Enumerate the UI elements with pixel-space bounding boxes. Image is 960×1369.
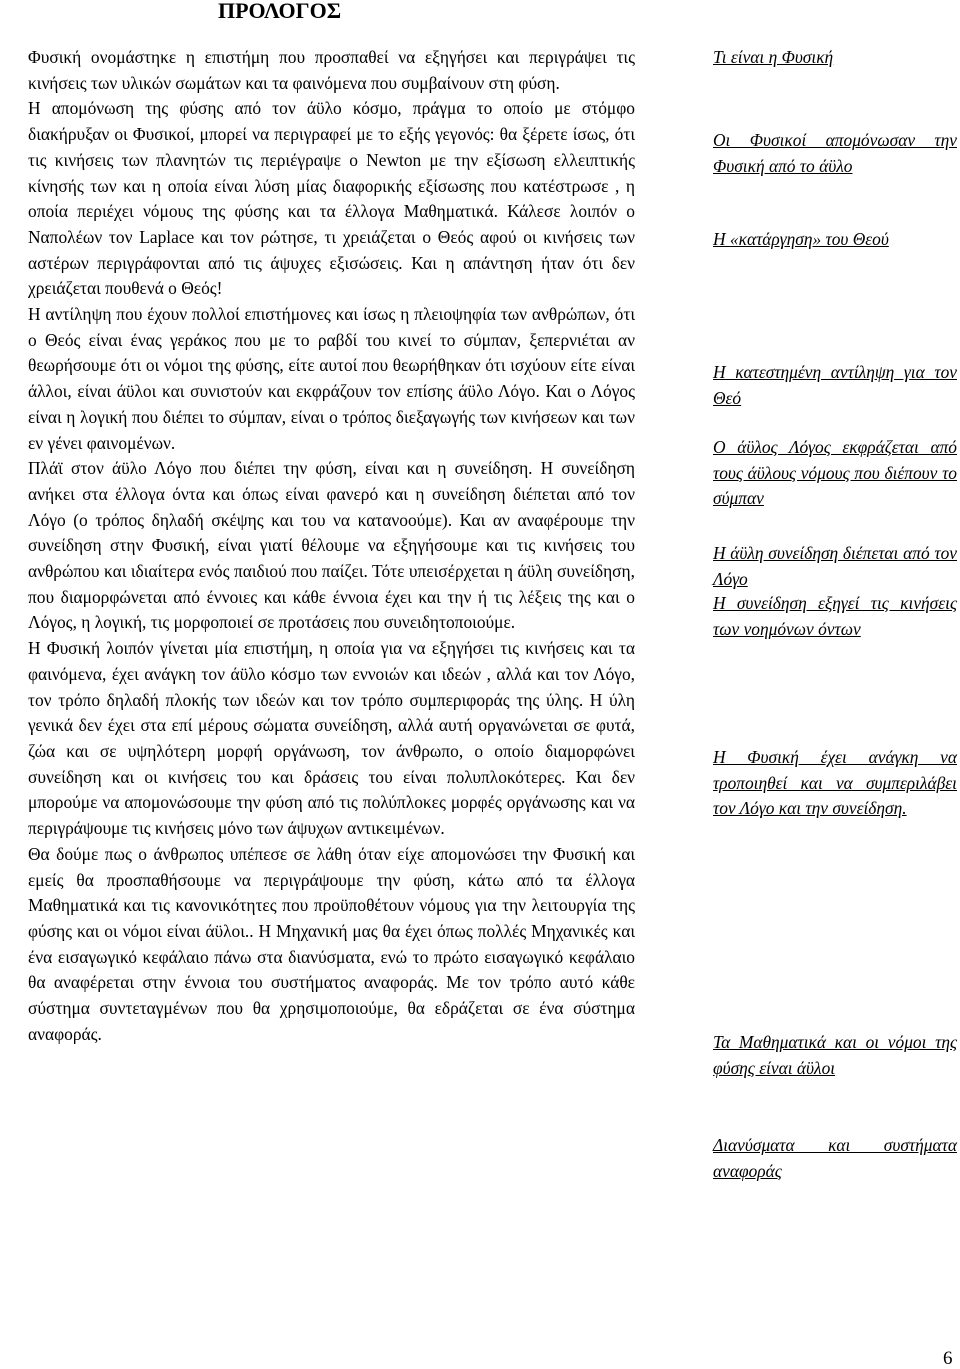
margin-note: Τα Μαθηματικά και οι νόμοι της φύσης είναι άϋλοι — [713, 1032, 957, 1078]
margin-note: Ο άϋλος Λόγος εκφράζεται από τους άϋλους νόμους που διέπουν το σύμπαν — [713, 437, 957, 509]
paragraph: Η αντίληψη που έχουν πολλοί επιστήμονες και ίσως η πλειοψηφία των ανθρώπων, ότι ο Θεός είναι ένας γεράκος που με το ραβδί του κινεί το σύμπαν, ξεπερνιέται αν θεωρήσουμε ότι οι νόμοι της φύσης, είτε αυτοί που θεωρήθηκαν ότι ισχύουν είτε είναι άλλοι, είναι άϋλοι και συνιστούν και εκφράζουν τον επίσης άϋλο Λόγο. Και ο Λόγος είναι η λογική που διέπει το σύμπαν, είναι ο τρόπος διεξαγωγής των κινήσεων και των εν γένει φαινομένων. — [28, 304, 635, 453]
page-number: 6 — [943, 1348, 953, 1369]
paragraph: Φυσική ονομάστηκε η επιστήμη που προσπαθεί να εξηγήσει και περιγράψει τις κινήσεις των υλικών σωμάτων και τα φαινόμενα που συμβαίνουν στη φύση. — [28, 47, 635, 93]
paragraph: Θα δούμε πως ο άνθρωπος υπέπεσε σε λάθη όταν είχε απομονώσει την Φυσική και εμείς θα προσπαθήσουμε να περιγράψουμε την φύση, κάτω από τα έλλογα Μαθηματικά και τις κανονικότητες που προϋποθέτουν νόμους για την λειτουργία της φύσης και οι νόμοι είναι άϋλοι.. Η Μηχανική μας θα έχει όπως πολλές Μηχανικές και ένα εισαγωγικό κεφάλαιο πάνω στα διανύσματα, ενώ το πρώτο εισαγωγικό κεφάλαιο θα αναφέρεται στην έννοια του συστήματος αναφοράς. Με τον τρόπο αυτό κάθε σύστημα συντεταγμένων που θα χρησιμοποιούμε, θα εδράζεται σε ένα σύστημα αναφοράς. — [28, 843, 635, 1044]
paragraph: Η απομόνωση της φύσης από τον άϋλο κόσμο, πράγμα το οποίο με στόμφο διακήρυξαν οι Φυσικοί, μπορεί να περιγραφεί με το εξής γεγονός: θα ξέρετε ίσως, ότι τις κινήσεις των πλανητών τις περιέγραψε ο Newton με την εξίσωση ελλειπτικής κίνησής των και η οποία είναι λύση μίας διαφορικής εξίσωσης που κατέστρωσε , η οποία περιέχει νόμους της φύσης και τα έλλογα Μαθηματικά. Κάλεσε λοιπόν ο Ναπολέων τον Laplace και τον ρώτησε, τι χρειάζεται ο Θεός αφού οι κινήσεις των αστέρων περιγράφονται από τις άψυχες εξισώσεις. Και η απάντηση ήταν ότι δεν χρειάζεται πουθενά ο Θεός! — [28, 98, 635, 299]
paragraph: Πλάϊ στον άϋλο Λόγο που διέπει την φύση, είναι και η συνείδηση. Η συνείδηση ανήκει στα έλλογα όντα και όπως είναι φανερό και η συνείδηση διέπεται από τον Λόγο (ο τρόπος δηλαδή σκέψης και του να κατανοούμε). Και αν αναφέρουμε την συνείδηση στην Φυσική, είναι γιατί θέλουμε να εξηγήσουμε και τις κινήσεις του ανθρώπου και ιδιαίτερα ενός παιδιού που παίζει. Τότε υπεισέρχεται η άϋλη συνείδηση, που διαμορφώνεται από έννοιες και κάθε έννοια έχει και την ή τις λέξεις της και ο Λόγος, η λογική, τις μορφοποιεί σε προτάσεις που συνειδητοποιούμε. — [28, 458, 635, 633]
margin-note: Η συνείδηση εξηγεί τις κινήσεις των νοημόνων όντων — [713, 593, 957, 639]
margin-note: Η Φυσική έχει ανάγκη να τροποιηθεί και να συμπεριλάβει τον Λόγο και την συνείδηση. — [713, 747, 957, 819]
margin-note: Οι Φυσικοί απομόνωσαν την Φυσική από το άϋλο — [713, 130, 957, 176]
page-title: ΠΡΟΛΟΓΟΣ — [218, 0, 342, 23]
margin-note: Η κατεστημένη αντίληψη για τον Θεό — [713, 362, 957, 408]
margin-note: Διανύσματα και συστήματα αναφοράς — [713, 1135, 957, 1181]
margin-note: Η «κατάργηση» του Θεού — [713, 229, 889, 249]
main-text — [28, 45, 635, 1047]
margin-note: Η άϋλη συνείδηση διέπεται από τον Λόγο — [713, 543, 957, 589]
margin-note: Τι είναι η Φυσική — [713, 47, 834, 67]
paragraph: Η Φυσική λοιπόν γίνεται μία επιστήμη, η οποία για να εξηγήσει τις κινήσεις και τα φαινόμενα, έχει ανάγκη τον άϋλο κόσμο των εννοιών και ιδεών , αλλά και τον Λόγο, τον τρόπο δηλαδή πλοκής των ιδεών και τον τρόπο συμπεριφοράς της ύλης. Η ύλη γενικά δεν έχει στα επί μέρους σώματα συνείδηση, αλλά αυτή οργανώνεται σε φυτά, ζώα και σε υψηλότερη μορφή οργάνωση, τον άνθρωπο, ο οποίο διαμορφώνει συνείδηση και οι κινήσεις του και δράσεις του είναι πολυπλοκότερες. Και δεν μπορούμε να απομονώσουμε την φύση από τις πολύπλοκες μορφές οργάνωσης και να περιγράψουμε τις κινήσεις μόνο των άψυχων αντικειμένων. — [28, 638, 635, 839]
